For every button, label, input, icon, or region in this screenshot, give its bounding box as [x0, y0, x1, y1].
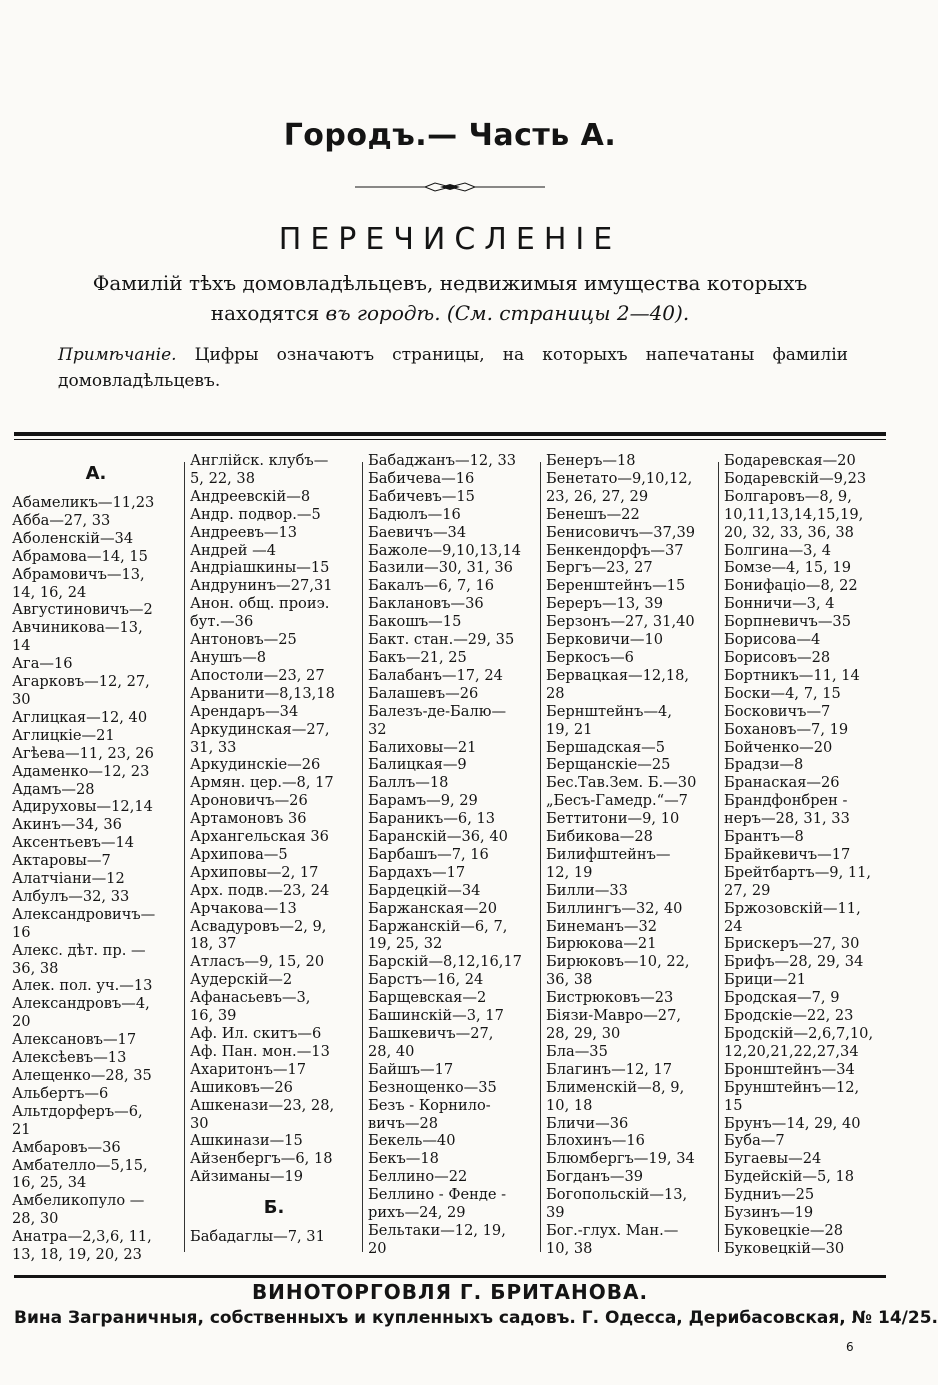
index-entry: Афанасьевъ—3,	[190, 989, 311, 1007]
index-entry: Бенетато—9,10,12,	[546, 469, 693, 487]
index-entry: Брейтбартъ—9, 11,	[724, 863, 872, 881]
index-entry: Бортникъ—11, 14	[724, 666, 860, 684]
index-entry: 16, 25, 34	[12, 1174, 87, 1192]
index-entry: Бернштейнъ—4,	[546, 702, 672, 720]
index-entry: Балабанъ—17, 24	[368, 666, 503, 684]
index-entry: Баржанскій—6, 7,	[368, 917, 508, 935]
index-entry: Алекс. дѣт. пр. —	[12, 941, 146, 959]
index-entry: Артамоновъ 36	[190, 810, 307, 828]
index-entry: Абрамовичъ—13,	[12, 565, 145, 583]
index-entry: Атласъ—9, 15, 20	[190, 953, 325, 971]
index-entry: Архипова—5	[190, 845, 288, 863]
index-entry: Балицкая—9	[368, 756, 467, 774]
index-entry: Абрамова—14, 15	[12, 547, 148, 565]
index-entry: Борисовъ—28	[724, 648, 831, 666]
index-entry: Аркудинская—27,	[190, 720, 330, 738]
index-entry: Бранаская—26	[724, 774, 840, 792]
index-entry: Аглицкіе—21	[12, 726, 115, 744]
index-entry: 5, 22, 38	[190, 469, 255, 487]
index-entry: Балашевъ—26	[368, 684, 479, 702]
column-2	[190, 452, 358, 1252]
index-entry: Берковичи—10	[546, 631, 664, 649]
index-entry: Ашкенази—23, 28,	[190, 1096, 335, 1114]
index-entry: Андреевскій—8	[190, 487, 311, 505]
column-divider	[718, 462, 719, 1252]
index-entry: Бинеманъ—32	[546, 917, 658, 935]
index-entry: Акинъ—34, 36	[12, 816, 122, 834]
intro-line-1: Фамилій тѣхъ домовладѣльцевъ, недвижимыя имущества которыхъ	[92, 271, 808, 295]
index-entry: 19, 25, 32	[368, 935, 443, 953]
index-entry: Беллино - Фенде -	[368, 1186, 507, 1204]
index-entry: Адируховы—12,14	[12, 798, 153, 816]
index-entry: Бла—35	[546, 1042, 608, 1060]
index-entry: Альбертъ—6	[12, 1084, 109, 1102]
index-entry: Бронштейнъ—34	[724, 1060, 855, 1078]
index-entry: Брици—21	[724, 971, 807, 989]
index-entry: Александровъ—4,	[12, 995, 150, 1013]
index-entry: Бохановъ—7, 19	[724, 720, 849, 738]
index-entry: Бершадская—5	[546, 738, 666, 756]
index-entry: Бодаревскій—9,23	[724, 469, 867, 487]
index-entry: Бажоле—9,10,13,14	[368, 541, 522, 559]
index-entry: 28	[546, 684, 565, 702]
index-entry: Беркосъ—6	[546, 648, 634, 666]
index-entry: Билифштейнъ—	[546, 845, 671, 863]
index-entry: вичъ—28	[368, 1114, 439, 1132]
index-entry: Авчиникова—13,	[12, 619, 143, 637]
index-entry: Бабадаглы—7, 31	[190, 1228, 325, 1246]
index-entry: Борисова—4	[724, 631, 821, 649]
index-entry: Амбателло—5,15,	[12, 1156, 148, 1174]
column-divider	[540, 462, 541, 1252]
index-entry: Бекель—40	[368, 1132, 456, 1150]
index-entry: Балезъ-де-Балю—	[368, 702, 507, 720]
index-entry: Ашиковъ—26	[190, 1078, 293, 1096]
index-entry: 36, 38	[546, 971, 593, 989]
column-5	[724, 452, 888, 1257]
index-entry: 12, 19	[546, 863, 593, 881]
index-entry: 20, 32, 33, 36, 38	[724, 523, 854, 541]
index-entry: Амбеликопуло —	[12, 1192, 145, 1210]
index-entry: 13, 18, 19, 20, 23	[12, 1246, 142, 1264]
column-1	[12, 452, 180, 1264]
index-entry: Брандфонбрен -	[724, 792, 848, 810]
index-entry: Баклановъ—36	[368, 595, 484, 613]
index-entry: Абамеликъ—11,23	[12, 494, 155, 511]
index-entry: Бибикова—28	[546, 828, 653, 846]
index-entry: 24	[724, 917, 743, 935]
index-entry: 27, 29	[724, 881, 771, 899]
intro-text	[40, 268, 860, 328]
index-entry: 39	[546, 1204, 565, 1222]
index-entry: Бабаджанъ—12, 33	[368, 452, 517, 469]
index-entry: Богопольскій—13,	[546, 1186, 688, 1204]
index-entry: Брайкевичъ—17	[724, 845, 851, 863]
advertisement-text: Вина Заграничныя, собственныхъ и купленныхъ садовъ. Г. Одесса, Дерибасовская, № 14/25.	[14, 1308, 938, 1328]
note	[58, 342, 848, 394]
index-entry: Аглицкая—12, 40	[12, 708, 148, 726]
index-entry: Алексановъ—17	[12, 1031, 137, 1049]
index-entry: Аксентьевъ—14	[12, 834, 135, 852]
index-entry: Анушъ—8	[190, 648, 267, 666]
column-1-entries	[12, 494, 180, 1264]
index-entry: Англійск. клубъ—	[190, 452, 329, 469]
index-entry: Баржанская—20	[368, 899, 497, 917]
index-entry: Адамъ—28	[12, 780, 95, 798]
index-entry: 15	[724, 1096, 743, 1114]
index-entry: Бирюковъ—10, 22,	[546, 953, 690, 971]
index-entry: Будниъ—25	[724, 1186, 815, 1204]
index-entry: Бардецкій—34	[368, 881, 481, 899]
index-entry: Альтдорферъ—6,	[12, 1102, 143, 1120]
index-entry: Бродскіе—22, 23	[724, 1007, 854, 1025]
index-entry: Айзиманы—19	[190, 1168, 304, 1186]
index-entry: Аболенскій—34	[12, 529, 134, 547]
intro-line-2	[40, 298, 860, 328]
bottom-rule	[14, 1275, 886, 1278]
index-entry: Андреевъ—13	[190, 523, 298, 541]
top-rule-thin	[14, 439, 886, 440]
index-entry: Бонифаціо—8, 22	[724, 577, 858, 595]
index-entry: Брадзи—8	[724, 756, 804, 774]
index-entry: 31, 33	[190, 738, 237, 756]
index-entry: Арванити—8,13,18	[190, 684, 335, 702]
index-entry: Александровичъ—	[12, 905, 156, 923]
index-entry: 10,11,13,14,15,19,	[724, 505, 864, 523]
index-entry: Абба—27, 33	[12, 511, 111, 529]
index-entry: Босковичъ—7	[724, 702, 831, 720]
index-entry: Бугаевы—24	[724, 1150, 822, 1168]
index-entry: Армян. цер.—8, 17	[190, 774, 334, 792]
index-entry: Баранскій—36, 40	[368, 828, 508, 846]
index-entry: 10, 38	[546, 1239, 593, 1257]
index-entry: Ахаритонъ—17	[190, 1060, 307, 1078]
index-entry: Берзонъ—27, 31,40	[546, 613, 695, 631]
letter-heading-a: А.	[85, 463, 107, 484]
index-entry: Боски—4, 7, 15	[724, 684, 841, 702]
index-entry: Бенкендорфъ—37	[546, 541, 684, 559]
section-heading: ПЕРЕЧИСЛЕНІЕ	[278, 222, 622, 257]
index-entry: Бакалъ—6, 7, 16	[368, 577, 495, 595]
index-entry: Бродская—7, 9	[724, 989, 840, 1007]
index-entry: Барстъ—16, 24	[368, 971, 484, 989]
index-entry: Безъ - Корнило-	[368, 1096, 491, 1114]
index-entry: Богданъ—39	[546, 1168, 644, 1186]
index-entry: Агарковъ—12, 27,	[12, 673, 150, 691]
index-entry: Анон. общ. проиэ.	[190, 595, 330, 613]
index-entry: Асвадуровъ—2, 9,	[190, 917, 327, 935]
index-entry: Билли—33	[546, 881, 628, 899]
index-entry: Бистрюковъ—23	[546, 989, 674, 1007]
index-entry: Бличи—36	[546, 1114, 629, 1132]
index-entry: Бродскій—2,6,7,10,	[724, 1025, 874, 1042]
index-entry: бут.—36	[190, 613, 254, 631]
index-entry: Борпневичъ—35	[724, 613, 851, 631]
index-entry: Бойченко—20	[724, 738, 833, 756]
index-entry: Андрунинъ—27,31	[190, 577, 333, 595]
letter-heading-b: Б.	[263, 1197, 285, 1219]
index-entry: Беттитони—9, 10	[546, 810, 680, 828]
name-index-columns	[12, 452, 888, 1262]
note-text: Цифры означаютъ страницы, на которыхъ напечатаны фамиліи домовладѣльцевъ.	[58, 345, 848, 391]
column-2-after-entries	[190, 1228, 358, 1246]
index-entry: 21	[12, 1120, 31, 1138]
index-entry: „Бесъ-Гамедр.“—7	[546, 792, 688, 810]
index-entry: 28, 30	[12, 1210, 59, 1228]
index-entry: Болгаровъ—8, 9,	[724, 487, 852, 505]
index-entry: Бардахъ—17	[368, 863, 466, 881]
index-entry: Арх. подв.—23, 24	[190, 881, 330, 899]
index-entry: Береръ—13, 39	[546, 595, 663, 613]
index-entry: 28, 40	[368, 1042, 415, 1060]
index-entry: 14, 16, 24	[12, 583, 87, 601]
column-3-entries	[368, 452, 536, 1258]
page-number: 6	[846, 1340, 854, 1354]
index-entry: Арендаръ—34	[190, 702, 299, 720]
index-entry: Бараникъ—6, 13	[368, 810, 496, 828]
index-entry: Бакошъ—15	[368, 613, 462, 631]
index-entry: Арчакова—13	[190, 899, 297, 917]
index-entry: Архиповы—2, 17	[190, 863, 319, 881]
index-entry: Биллингъ—32, 40	[546, 899, 683, 917]
index-entry: 30	[190, 1114, 209, 1132]
index-entry: Блохинъ—16	[546, 1132, 645, 1150]
page-title: Городъ.— Часть А.	[283, 118, 617, 153]
index-entry: Башинскій—3, 17	[368, 1007, 504, 1025]
index-entry: 12,20,21,22,27,34	[724, 1042, 859, 1060]
index-entry: Бакт. стан.—29, 35	[368, 631, 515, 649]
index-entry: Ароновичъ—26	[190, 792, 308, 810]
index-entry: Алещенко—28, 35	[12, 1067, 152, 1084]
column-4	[546, 452, 714, 1257]
index-entry: Баллъ—18	[368, 774, 449, 792]
index-entry: Буковецкіе—28	[724, 1221, 844, 1239]
index-entry: Актаровы—7	[12, 852, 111, 870]
index-entry: рихъ—24, 29	[368, 1204, 466, 1222]
index-entry: Блименскій—8, 9,	[546, 1078, 685, 1096]
index-entry: Андр. подвор.—5	[190, 505, 321, 523]
index-entry: Барскій—8,12,16,17	[368, 953, 522, 971]
index-entry: Бенеръ—18	[546, 452, 636, 469]
index-entry: Аркудинскіе—26	[190, 756, 321, 774]
index-entry: Апостоли—23, 27	[190, 666, 325, 684]
index-entry: Буковецкій—30	[724, 1239, 845, 1257]
index-entry: Брунштейнъ—12,	[724, 1078, 860, 1096]
index-entry: 23, 26, 27, 29	[546, 487, 649, 505]
index-entry: 18, 37	[190, 935, 237, 953]
index-entry: Бирюкова—21	[546, 935, 657, 953]
index-entry: Брискеръ—27, 30	[724, 935, 860, 953]
index-entry: Безнощенко—35	[368, 1078, 497, 1096]
index-entry: 28, 29, 30	[546, 1025, 621, 1042]
index-entry: 16, 39	[190, 1007, 237, 1025]
index-entry: Бервацкая—12,18,	[546, 666, 690, 684]
index-entry: Барамъ—9, 29	[368, 792, 478, 810]
index-entry: 32	[368, 720, 387, 738]
index-entry: Барбашъ—7, 16	[368, 845, 489, 863]
index-entry: 20	[12, 1013, 31, 1031]
index-entry: Брифъ—28, 29, 34	[724, 953, 864, 971]
index-entry: Адаменко—12, 23	[12, 762, 150, 780]
index-entry: Болгина—3, 4	[724, 541, 832, 559]
index-entry: Алексѣевъ—13	[12, 1049, 127, 1067]
intro-line-2-italic: въ городѣ. (См. страницы 2—40).	[325, 301, 690, 325]
index-entry: Ашкинази—15	[190, 1132, 303, 1150]
index-entry: Брунъ—14, 29, 40	[724, 1114, 861, 1132]
top-rule-thick	[14, 432, 886, 436]
column-3	[368, 452, 536, 1257]
index-entry: Беллино—22	[368, 1168, 468, 1186]
index-entry: Буба—7	[724, 1132, 785, 1150]
index-entry: Аф. Пан. мон.—13	[190, 1042, 330, 1060]
index-entry: Благинъ—12, 17	[546, 1060, 673, 1078]
index-entry: Бузинъ—19	[724, 1204, 814, 1222]
index-entry: 20	[368, 1239, 387, 1257]
index-entry: Базили—30, 31, 36	[368, 559, 513, 577]
note-label: Примѣчаніе.	[58, 345, 177, 365]
index-entry: Брантъ—8	[724, 828, 804, 846]
index-entry: Аф. Ил. скитъ—6	[190, 1025, 322, 1042]
index-entry: Бабичевъ—15	[368, 487, 475, 505]
index-entry: Айзенбергъ—6, 18	[190, 1150, 333, 1168]
index-entry: неръ—28, 31, 33	[724, 810, 850, 828]
index-entry: Бабичева—16	[368, 469, 475, 487]
column-4-entries	[546, 452, 714, 1258]
column-5-entries	[724, 452, 888, 1258]
index-entry: Андрей —4	[190, 541, 276, 559]
index-entry: Байшъ—17	[368, 1060, 454, 1078]
index-entry: Архангельская 36	[190, 828, 329, 846]
index-entry: Бенисовичъ—37,39	[546, 523, 696, 541]
index-entry: Бодаревская—20	[724, 452, 856, 469]
index-entry: 19, 21	[546, 720, 593, 738]
index-entry: Бекъ—18	[368, 1150, 439, 1168]
index-entry: Берщанскіе—25	[546, 756, 671, 774]
index-entry: Аудерскій—2	[190, 971, 293, 989]
index-entry: Анатра—2,3,6, 11,	[12, 1228, 152, 1246]
column-2-entries	[190, 452, 358, 1186]
index-entry: 10, 18	[546, 1096, 593, 1114]
index-entry: Бржозовскій—11,	[724, 899, 861, 917]
index-entry: Бергъ—23, 27	[546, 559, 653, 577]
index-entry: Біязи-Мавро—27,	[546, 1007, 682, 1025]
index-entry: Андріашкины—15	[190, 559, 330, 577]
index-entry: Блюмбергъ—19, 34	[546, 1150, 695, 1168]
index-entry: Башкевичъ—27,	[368, 1025, 494, 1042]
index-entry: Бакъ—21, 25	[368, 648, 467, 666]
column-divider	[362, 462, 363, 1252]
index-entry: Бес.Тав.Зем. Б.—30	[546, 774, 697, 792]
index-entry: Бонничи—3, 4	[724, 595, 835, 613]
column-divider	[184, 462, 185, 1252]
index-entry: Алек. пол. уч.—13	[12, 977, 153, 995]
index-entry: Барщевская—2	[368, 989, 487, 1007]
index-entry: Албулъ—32, 33	[12, 887, 130, 905]
index-entry: Бенешъ—22	[546, 505, 640, 523]
index-entry: Агѣева—11, 23, 26	[12, 744, 154, 762]
index-entry: 16	[12, 923, 31, 941]
ornament-divider	[355, 180, 545, 194]
index-entry: Будейскій—5, 18	[724, 1168, 855, 1186]
advertisement-title: ВИНОТОРГОВЛЯ Г. БРИТАНОВА.	[251, 1280, 649, 1304]
index-entry: 14	[12, 637, 31, 655]
index-entry: Алатчіани—12	[12, 870, 125, 888]
index-entry: Антоновъ—25	[190, 631, 297, 649]
index-entry: Амбаровъ—36	[12, 1138, 121, 1156]
index-entry: Баевичъ—34	[368, 523, 467, 541]
index-entry: Бадюлъ—16	[368, 505, 461, 523]
index-entry: Бельтаки—12, 19,	[368, 1221, 506, 1239]
index-entry: 30	[12, 690, 31, 708]
index-entry: Ага—16	[12, 655, 73, 673]
index-entry: Бог.-глух. Ман.—	[546, 1221, 679, 1239]
index-entry: Бомзе—4, 15, 19	[724, 559, 852, 577]
index-entry: Беренштейнъ—15	[546, 577, 686, 595]
index-entry: Августиновичъ—2	[12, 601, 153, 619]
index-entry: 36, 38	[12, 959, 59, 977]
index-entry: Балиховы—21	[368, 738, 477, 756]
intro-line-2-plain: находятся	[210, 301, 326, 325]
